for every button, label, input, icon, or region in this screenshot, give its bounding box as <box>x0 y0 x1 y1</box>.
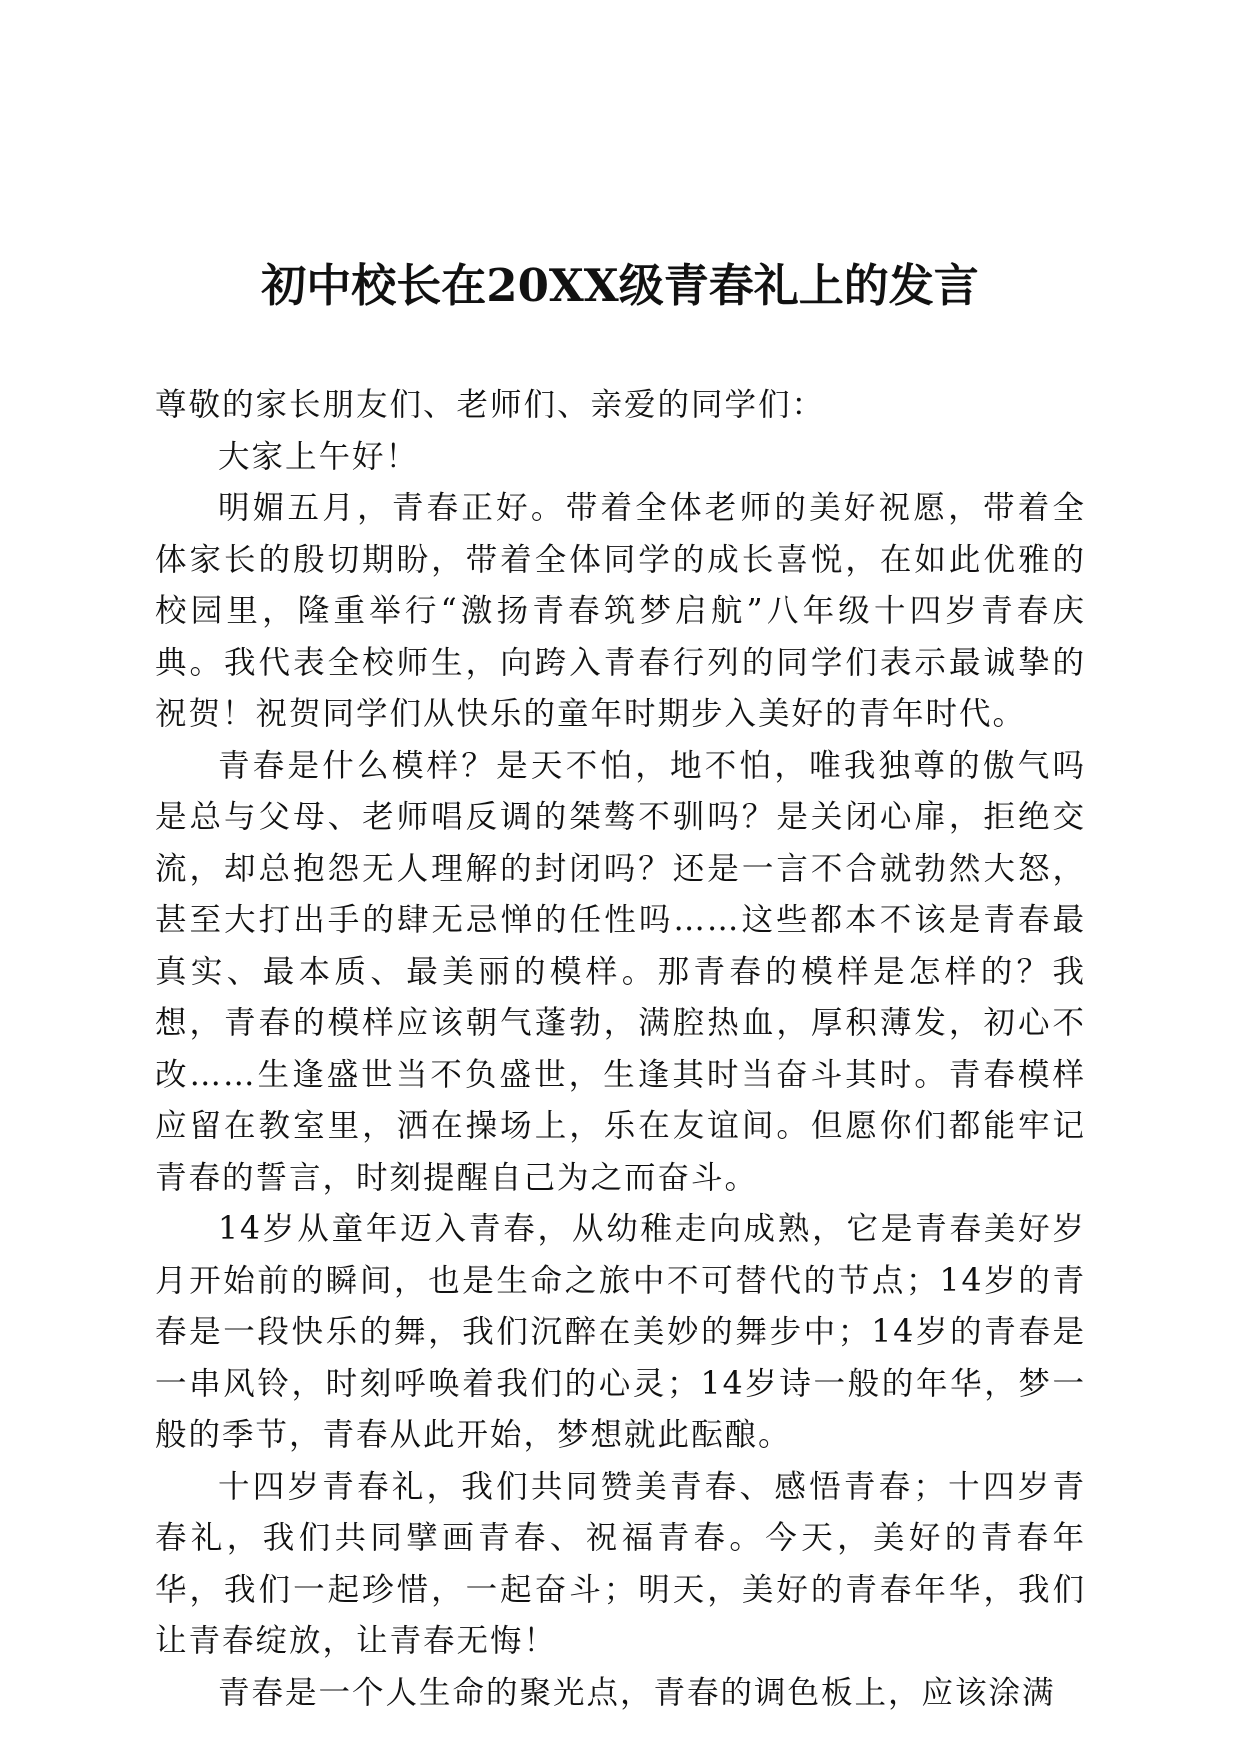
paragraph-opening: 明媚五月，青春正好。带着全体老师的美好祝愿，带着全体家长的殷切期盼，带着全体同学的成长喜悦，在如此优雅的校园里，隆重举行“激扬青春筑梦启航”八年级十四岁青春庆典。我代表全校师生，向跨入青春行列的同学们表示最诚挚的祝贺！祝贺同学们从快乐的童年时期步入美好的青年时代。 <box>155 490 1086 732</box>
paragraph-spotlight: 青春是一个人生命的聚光点，青春的调色板上，应该涂满 <box>218 1674 1056 1711</box>
salutation: 尊敬的家长朋友们、老师们、亲爱的同学们： <box>155 387 826 423</box>
paragraph-greeting: 大家上午好！ <box>218 438 420 475</box>
paragraph-ceremony: 十四岁青春礼，我们共同赞美青春、感悟青春；十四岁青春礼，我们共同擘画青春、祝福青春。今天，美好的青春年华，我们一起珍惜，一起奋斗；明天，美好的青春年华，我们让青春绽放，让青春无悔！ <box>155 1468 1086 1659</box>
paragraph-youth-appearance: 青春是什么模样？是天不怕，地不怕，唯我独尊的傲气吗是总与父母、老师唱反调的桀骜不驯吗？是关闭心扉，拒绝交流，却总抱怨无人理解的封闭吗？还是一言不合就勃然大怒，甚至大打出手的肆无忌惮的任性吗……这些都本不该是青春最真实、最本质、最美丽的模样。那青春的模样是怎样的？我想，青春的模样应该朝气蓬勃，满腔热血，厚积薄发，初心不改……生逢盛世当不负盛世，生逢其时当奋斗其时。青春模样应留在教室里，洒在操场上，乐在友谊间。但愿你们都能牢记青春的誓言，时刻提醒自己为之而奋斗。 <box>155 747 1086 1196</box>
document-title: 初中校长在20XX级青春礼上的发言 <box>261 259 979 312</box>
paragraph-age-fourteen: 14岁从童年迈入青春，从幼稚走向成熟，它是青春美好岁月开始前的瞬间，也是生命之旅中不可替代的节点；14岁的青春是一段快乐的舞，我们沉醉在美妙的舞步中；14岁的青春是一串风铃，时刻呼唤着我们的心灵；14岁诗一般的年华，梦一般的季节，青春从此开始，梦想就此酝酿。 <box>155 1211 1086 1453</box>
document-body <box>155 380 1086 1719</box>
